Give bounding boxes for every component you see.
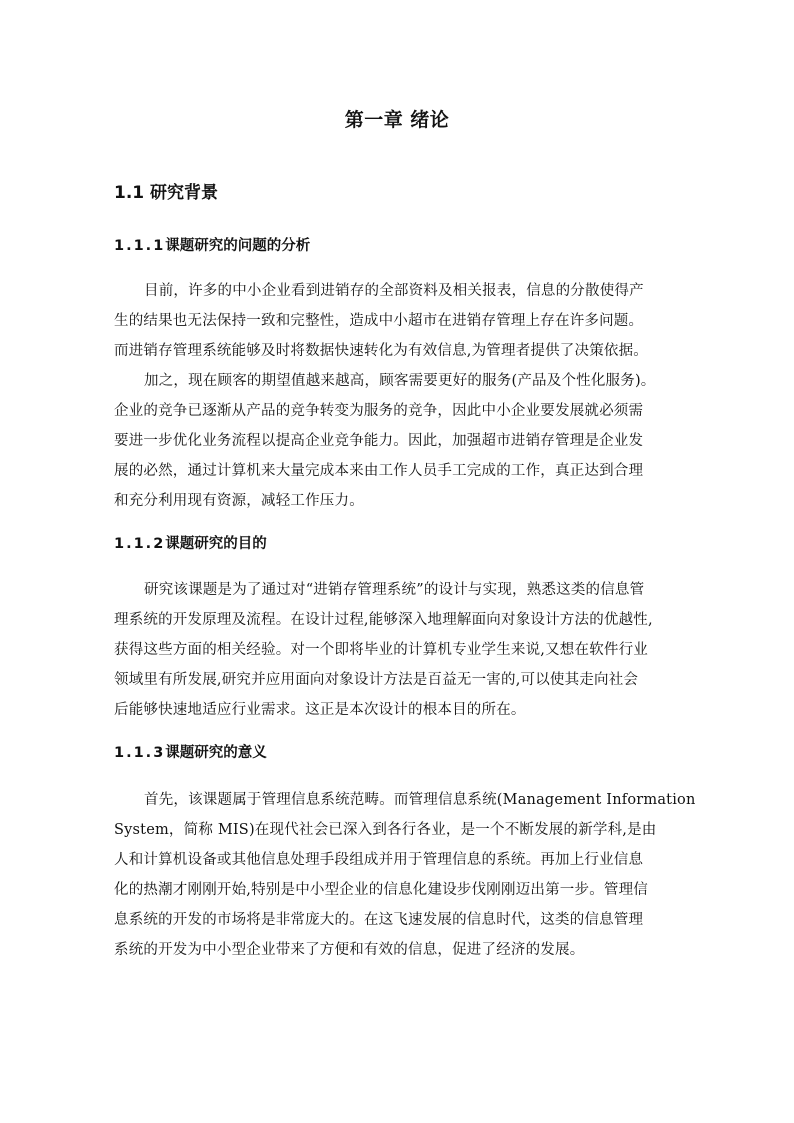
text-line: 生的结果也无法保持一致和完整性，造成中小超市在进销存管理上存在许多问题。 — [114, 313, 644, 329]
text-line: 获得这些方面的相关经验。对一个即将毕业的计算机专业学生来说,又想在软件行业 — [114, 642, 649, 658]
chapter-title: 第一章 绪论 — [344, 109, 450, 131]
text-line: 化的热潮才刚刚开始,特别是中小型企业的信息化建设步伐刚刚迈出第一步。管理信 — [114, 882, 649, 898]
subsection-number: 1.1.2 — [114, 536, 166, 552]
subsection-heading-1-1-3 — [114, 741, 267, 765]
text-line: 要进一步优化业务流程以提高企业竞争能力。因此，加强超市进销存管理是企业发 — [114, 433, 644, 449]
text-line: 系统的开发为中小型企业带来了方便和有效的信息，促进了经济的发展。 — [114, 942, 585, 958]
text-line: System，简称 MIS)在现代社会已深入到各行各业，是一个不断发展的新学科,是由 — [114, 822, 657, 838]
paragraph-group-1-1-1 — [114, 276, 704, 516]
text-line: 后能够快速地适应行业需求。这正是本次设计的根本目的所在。 — [114, 702, 526, 718]
text-line: 而进销存管理系统能够及时将数据快速转化为有效信息,为管理者提供了决策依据。 — [114, 343, 649, 359]
text-line: 目前，许多的中小企业看到进销存的全部资料及相关报表，信息的分散使得产 — [144, 283, 644, 299]
subsection-number: 1.1.3 — [114, 745, 166, 761]
text-line: 息系统的开发的市场将是非常庞大的。在这飞速发展的信息时代，这类的信息管理 — [114, 912, 644, 928]
text-line: 领域里有所发展,研究并应用面向对象设计方法是百益无一害的,可以使其走向社会 — [114, 672, 639, 688]
subsection-title: 课题研究的问题的分析 — [165, 238, 311, 254]
text-line: 加之，现在顾客的期望值越来越高，顾客需要更好的服务(产品及个性化服务)。 — [144, 373, 656, 389]
text-line: 人和计算机设备或其他信息处理手段组成并用于管理信息的系统。再加上行业信息 — [114, 852, 644, 868]
subsection-title: 课题研究的目的 — [165, 536, 267, 552]
subsection-number: 1.1.1 — [114, 238, 166, 254]
subsection-heading-1-1-2 — [114, 532, 267, 556]
subsection-heading-1-1-1 — [114, 234, 310, 258]
paragraph-group-1-1-2 — [114, 575, 704, 725]
paragraph-group-1-1-3 — [114, 785, 704, 965]
text-line: 展的必然，通过计算机来大量完成本来由工作人员手工完成的工作，真正达到合理 — [114, 463, 644, 479]
text-line: 企业的竞争已逐渐从产品的竞争转变为服务的竞争，因此中小企业要发展就必须需 — [114, 403, 644, 419]
subsection-title: 课题研究的意义 — [165, 745, 267, 761]
text-line: 和充分利用现有资源，减轻工作压力。 — [114, 493, 364, 509]
text-line: 首先，该课题属于管理信息系统范畴。而管理信息系统(Management Information — [144, 792, 696, 808]
text-line: 理系统的开发原理及流程。在设计过程,能够深入地理解面向对象设计方法的优越性, — [114, 612, 653, 628]
section-heading: 1.1 研究背景 — [114, 183, 219, 203]
text-line: 研究该课题是为了通过对“进销存管理系统”的设计与实现，熟悉这类的信息管 — [144, 582, 645, 598]
